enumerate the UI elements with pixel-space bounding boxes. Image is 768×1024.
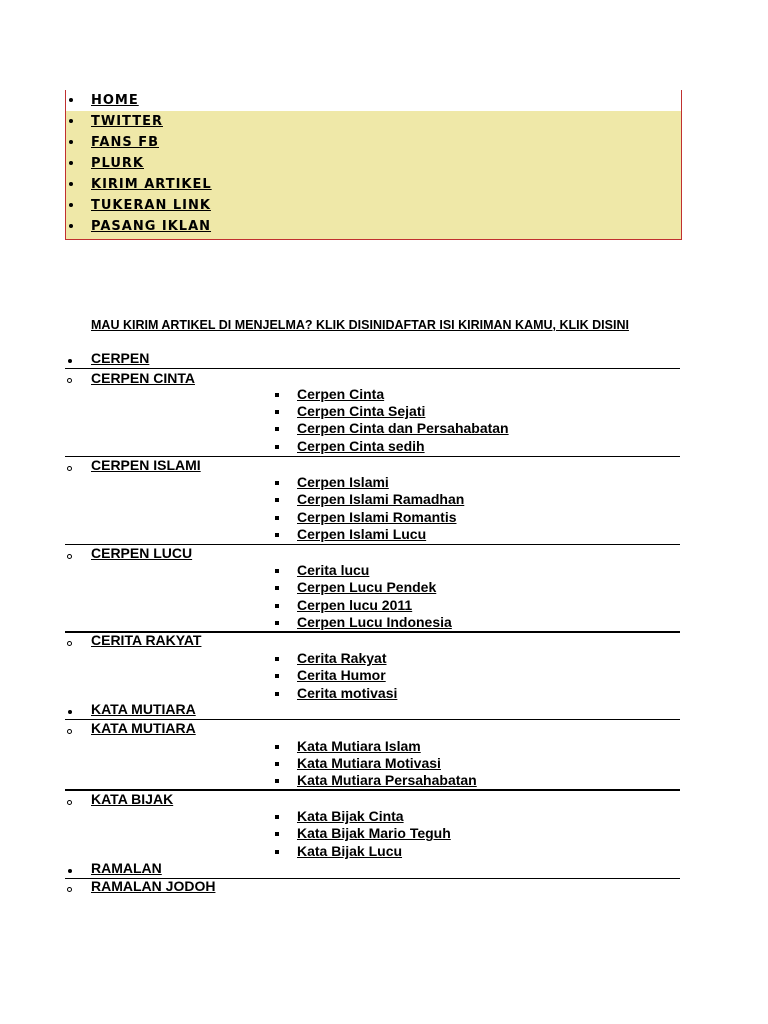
square-bullet-icon (275, 815, 279, 819)
square-bullet-icon (275, 569, 279, 573)
link-kata-mutiara-motivasi[interactable]: Kata Mutiara Motivasi (297, 755, 441, 771)
nav-link-fans-fb[interactable]: FANS FB (91, 135, 160, 150)
link-cerpen-islami-lucu[interactable]: Cerpen Islami Lucu (297, 526, 427, 542)
nav-item-home[interactable] (66, 91, 681, 112)
link-kata-bijak-mario-teguh[interactable]: Kata Bijak Mario Teguh (297, 825, 451, 841)
nav-link-twitter[interactable]: TWITTER (91, 114, 163, 129)
bullet-icon (69, 140, 73, 144)
link-cerita-lucu[interactable]: Cerita lucu (297, 562, 370, 578)
circle-bullet-icon (67, 554, 72, 559)
category-ramalan[interactable]: RAMALAN (91, 860, 162, 876)
link-cerita-humor[interactable]: Cerita Humor (297, 667, 386, 683)
bullet-icon (69, 182, 73, 186)
link-kata-mutiara-persahabatan[interactable]: Kata Mutiara Persahabatan (297, 772, 477, 788)
subcategory-kata-bijak[interactable]: KATA BIJAK (91, 791, 174, 807)
link-cerita-motivasi[interactable]: Cerita motivasi (297, 685, 398, 701)
bullet-icon (69, 98, 73, 102)
nav-link-plurk[interactable]: PLURK (91, 156, 144, 171)
square-bullet-icon (275, 850, 279, 854)
link-cerpen-cinta-sedih[interactable]: Cerpen Cinta sedih (297, 438, 425, 454)
square-bullet-icon (275, 779, 279, 783)
link-cerpen-cinta-sejati[interactable]: Cerpen Cinta Sejati (297, 403, 426, 419)
subcategory-cerpen-islami[interactable]: CERPEN ISLAMI (91, 457, 201, 473)
square-bullet-icon (275, 674, 279, 678)
bullet-icon (69, 203, 73, 207)
bullet-icon (68, 359, 72, 363)
link-cerpen-islami-ramadhan[interactable]: Cerpen Islami Ramadhan (297, 491, 465, 507)
bullet-icon (68, 869, 72, 873)
link-cerpen-lucu-pendek[interactable]: Cerpen Lucu Pendek (297, 579, 437, 595)
nav-item-plurk[interactable] (66, 154, 681, 175)
square-bullet-icon (275, 427, 279, 431)
nav-item-twitter[interactable] (66, 112, 681, 133)
subcategory-cerita-rakyat[interactable]: CERITA RAKYAT (91, 632, 202, 648)
nav-link-pasang-iklan[interactable]: PASANG IKLAN (91, 219, 212, 234)
link-kata-bijak-cinta[interactable]: Kata Bijak Cinta (297, 808, 404, 824)
bullet-icon (68, 710, 72, 714)
square-bullet-icon (275, 533, 279, 537)
category-cerpen[interactable]: CERPEN (91, 350, 150, 366)
square-bullet-icon (275, 832, 279, 836)
divider (65, 368, 680, 369)
circle-bullet-icon (67, 800, 72, 805)
link-cerpen-cinta[interactable]: Cerpen Cinta (297, 386, 385, 402)
square-bullet-icon (275, 586, 279, 590)
category-kata-mutiara[interactable]: KATA MUTIARA (91, 701, 196, 717)
bullet-icon (69, 119, 73, 123)
bullet-icon (69, 224, 73, 228)
link-cerita-rakyat[interactable]: Cerita Rakyat (297, 650, 387, 666)
circle-bullet-icon (67, 378, 72, 383)
nav-link-kirim-artikel[interactable]: KIRIM ARTIKEL (91, 177, 212, 192)
link-cerpen-islami[interactable]: Cerpen Islami (297, 474, 389, 490)
square-bullet-icon (275, 604, 279, 608)
square-bullet-icon (275, 481, 279, 485)
subcategory-ramalan-jodoh[interactable]: RAMALAN JODOH (91, 878, 216, 894)
circle-bullet-icon (67, 887, 72, 892)
nav-item-pasang-iklan[interactable] (66, 217, 681, 238)
square-bullet-icon (275, 516, 279, 520)
circle-bullet-icon (67, 641, 72, 646)
square-bullet-icon (275, 445, 279, 449)
top-nav-box (65, 90, 682, 240)
square-bullet-icon (275, 621, 279, 625)
square-bullet-icon (275, 393, 279, 397)
link-cerpen-islami-romantis[interactable]: Cerpen Islami Romantis (297, 509, 457, 525)
link-kata-mutiara-islam[interactable]: Kata Mutiara Islam (297, 738, 421, 754)
square-bullet-icon (275, 498, 279, 502)
subcategory-kata-mutiara[interactable]: KATA MUTIARA (91, 720, 196, 736)
subcategory-cerpen-lucu[interactable]: CERPEN LUCU (91, 545, 193, 561)
circle-bullet-icon (67, 729, 72, 734)
nav-link-home[interactable]: HOME (91, 93, 139, 108)
link-kata-bijak-lucu[interactable]: Kata Bijak Lucu (297, 843, 403, 859)
nav-item-fans-fb[interactable] (66, 133, 681, 154)
link-cerpen-lucu-indonesia[interactable]: Cerpen Lucu Indonesia (297, 614, 452, 630)
square-bullet-icon (275, 410, 279, 414)
subcategory-cerpen-cinta[interactable]: CERPEN CINTA (91, 370, 195, 386)
intro-links-text[interactable]: MAU KIRIM ARTIKEL DI MENJELMA? KLIK DISINIDAFTAR ISI KIRIMAN KAMU, KLIK DISINI (91, 318, 629, 332)
square-bullet-icon (275, 692, 279, 696)
link-cerpen-cinta-persahabatan[interactable]: Cerpen Cinta dan Persahabatan (297, 420, 509, 436)
bullet-icon (69, 161, 73, 165)
circle-bullet-icon (67, 466, 72, 471)
link-cerpen-lucu-2011[interactable]: Cerpen lucu 2011 (297, 597, 413, 613)
nav-item-kirim-artikel[interactable] (66, 175, 681, 196)
square-bullet-icon (275, 657, 279, 661)
nav-link-tukeran-link[interactable]: TUKERAN LINK (91, 198, 211, 213)
nav-item-tukeran-link[interactable] (66, 196, 681, 217)
square-bullet-icon (275, 745, 279, 749)
square-bullet-icon (275, 762, 279, 766)
